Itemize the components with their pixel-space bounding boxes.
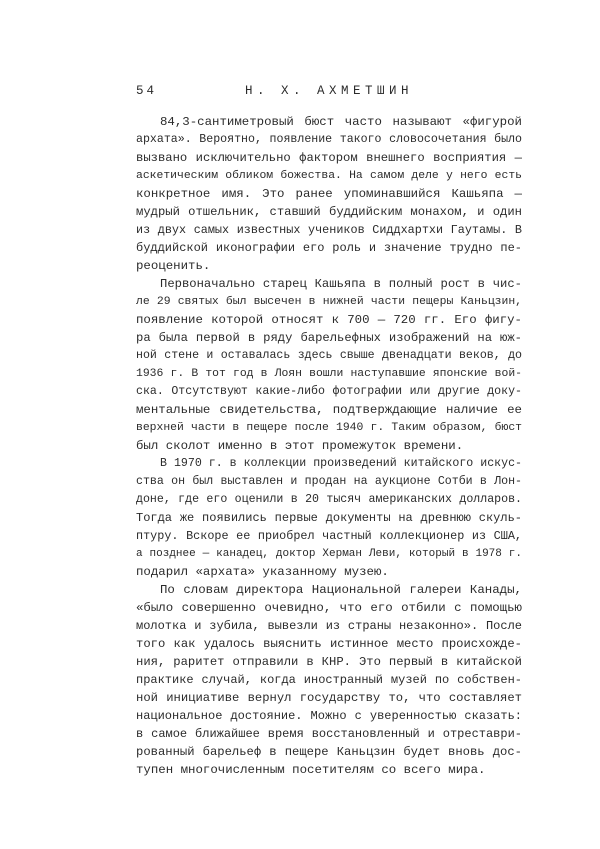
text-line: подарил «архата» указанному музею. <box>136 565 389 579</box>
text-line: По словам директора Национальной галереи Канады, <box>160 583 522 597</box>
running-title: Н. Х. АХМЕТШИН <box>244 84 414 98</box>
text-line: Первоначально старец Кашьяпа в полный рост в чис- <box>160 277 522 291</box>
text-line: молотка и зубила, вывезли из страны незаконно». После <box>136 619 522 633</box>
paragraph-4 <box>136 581 522 779</box>
text-line: доне, где его оценили в 20 тысяч американских долларов. <box>136 493 522 506</box>
paragraph-3 <box>136 455 522 581</box>
paragraph-2 <box>136 275 522 455</box>
text-line: буддийской иконографии его роль и значение трудно пе- <box>136 241 522 255</box>
text-line: ментальные свидетельства, подтверждающие наличие ее <box>136 403 522 417</box>
text-line: того как удалось выяснить истинное место происхожде- <box>136 637 522 651</box>
text-line: ства он был выставлен и продан на аукционе Сотби в Лон- <box>136 475 522 488</box>
text-line: верхней части в пещере после 1940 г. Таким образом, бюст <box>136 422 522 434</box>
text-line: Тогда же появились первые документы на древнюю скуль- <box>136 511 522 525</box>
page-header <box>136 84 522 102</box>
text-line: ра была первой в ряду барельефных изображений на юж- <box>136 331 522 345</box>
text-line: конкретное имя. Это ранее упоминавшийся Кашьяпа — <box>136 187 522 201</box>
text-line: реоценить. <box>136 259 211 273</box>
page-number: 54 <box>136 84 158 98</box>
text-line: был сколот именно в этот промежуток времени. <box>136 439 464 453</box>
text-line: «было совершенно очевидно, что его отбили с помощью <box>136 601 522 615</box>
text-line: вызвано исключительно фактором внешнего восприятия — <box>136 151 522 165</box>
text-line: В 1970 г. в коллекции произведений китайского искус- <box>160 457 522 470</box>
text-line: ния, раритет отправили в КНР. Это первый в китайской <box>136 655 522 669</box>
text-line: 1936 г. В тот год в Лоян вошли наступавшие японские вой- <box>136 368 522 380</box>
text-line: мудрый отшельник, ставший буддийским монахом, и один <box>136 205 522 219</box>
paragraph-1 <box>136 113 522 275</box>
text-line: архата». Вероятно, появление такого словосочетания было <box>136 133 522 146</box>
text-line: ной стене и оставалась здесь свыше двенадцати веков, до <box>136 349 522 362</box>
text-line: ле 29 святых был высечен в нижней части пещеры Каньцзин, <box>136 296 522 308</box>
text-line: ной инициативе вернул государству то, что составляет <box>136 691 522 705</box>
text-line: тупен многочисленным посетителям со всего мира. <box>136 763 486 777</box>
text-line: национальное достояние. Можно с уверенностью сказать: <box>136 709 522 723</box>
text-line: аскетическим обликом божества. На самом деле у него есть <box>136 170 522 182</box>
text-line: а позднее — канадец, доктор Херман Леви, который в 1978 г. <box>136 548 522 560</box>
text-line: птуру. Вскоре ее приобрел частный коллекционер из США, <box>136 529 522 543</box>
text-line: рованный барельеф в пещере Каньцзин будет вновь дос- <box>136 745 522 759</box>
text-line: ска. Отсутствуют какие-либо фотографии или другие доку- <box>136 385 522 398</box>
text-line: из двух самых известных учеников Сиддхартхи Гаутамы. В <box>136 223 522 237</box>
body-text <box>136 113 522 779</box>
text-line: в самое ближайшее время восстановленный и отреставри- <box>136 727 522 741</box>
text-line: практике случай, когда иностранный музей по собствен- <box>136 673 522 687</box>
text-line: 84,3-сантиметровый бюст часто называют «фигурой <box>160 115 522 129</box>
text-line: появление которой относят к 700 — 720 гг. Его фигу- <box>136 313 522 327</box>
